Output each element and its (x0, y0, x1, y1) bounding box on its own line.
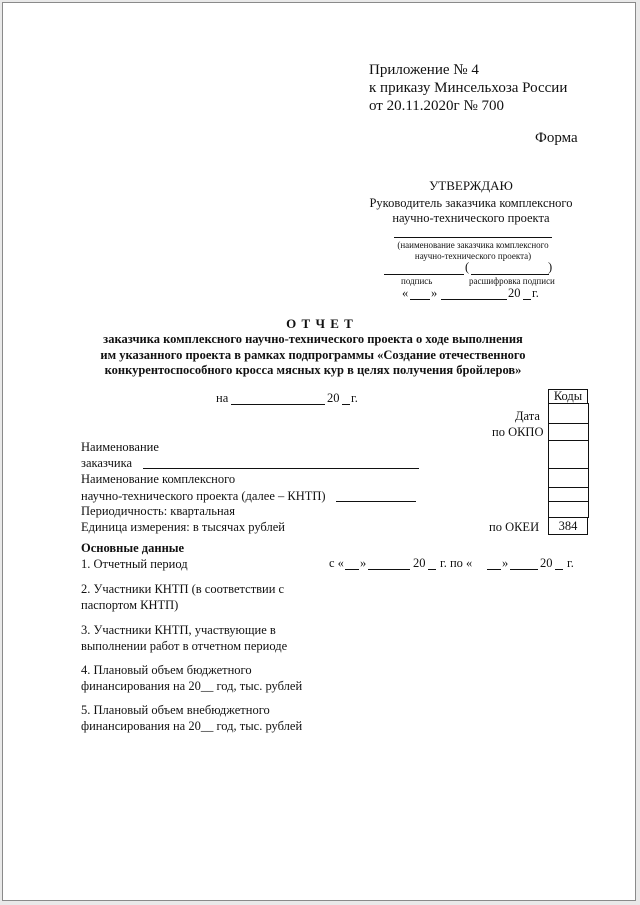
period-mid: г. по « (440, 556, 473, 570)
report-on-suffix: г. (351, 391, 358, 405)
report-subtitle-1: заказчика комплексного научно-технического проекта о ходе выполнения (103, 332, 523, 346)
period-to-close: » (502, 556, 509, 570)
report-year-line (342, 404, 350, 405)
item-extrabudget-l1: 5. Плановый объем внебюджетного (81, 703, 270, 717)
item-budget-l1: 4. Плановый объем бюджетного (81, 663, 252, 677)
period-suffix: г. (567, 556, 574, 570)
approve-year-line (523, 299, 531, 300)
customer-name-caption-2: научно-технического проекта) (414, 251, 532, 261)
report-date-line (231, 404, 325, 405)
decode-line (471, 274, 549, 275)
customer-name-caption-1: (наименование заказчика комплексного (397, 240, 549, 250)
period-from-prefix: с « (329, 556, 344, 570)
paren-close: ) (548, 260, 553, 274)
customer-name-field (143, 468, 419, 469)
okei-code-cell (548, 517, 588, 535)
codes-header: Коды (553, 389, 583, 403)
date-label: Дата (515, 409, 540, 423)
periodicity: Периодичность: квартальная (81, 504, 235, 518)
item-budget-l2: финансирования на 20__ год, тыс. рублей (81, 679, 303, 693)
approve-role-line1: Руководитель заказчика комплексного (369, 196, 573, 210)
report-subtitle-2: им указанного проекта в рамках подпрограммы «Создание отечественного (100, 348, 526, 362)
signature-caption: подпись (401, 276, 433, 286)
period-year-1: 20 (413, 556, 426, 570)
report-on-prefix: на (216, 391, 229, 405)
approve-day-line (410, 299, 430, 300)
report-on-year: 20 (327, 391, 340, 405)
period-from-day-line (345, 569, 359, 570)
okpo-label: по ОКПО (492, 425, 544, 439)
approve-title: УТВЕРЖДАЮ (429, 178, 513, 193)
project-label-2: научно-технического проекта (далее – КНТП) (81, 489, 326, 503)
period-from-close: » (360, 556, 367, 570)
signature-line (384, 274, 464, 275)
code-cell-divider (548, 487, 588, 488)
period-to-day-line (487, 569, 501, 570)
unit-of-measure: Единица измерения: в тысячах рублей (81, 520, 285, 534)
approve-date-close: » (431, 286, 438, 300)
period-to-month-line (510, 569, 538, 570)
document-page (2, 2, 636, 901)
approve-date-suffix: г. (532, 286, 539, 300)
main-data-heading: Основные данные (81, 541, 185, 555)
item-participants-l2: паспортом КНТП) (81, 598, 179, 612)
report-subtitle-3: конкурентоспособного кросса мясных кур в целях получения бройлеров» (104, 363, 522, 377)
item-extrabudget-l2: финансирования на 20__ год, тыс. рублей (81, 719, 303, 733)
okei-label: по ОКЕИ (489, 520, 540, 534)
period-from-month-line (368, 569, 410, 570)
period-year-2: 20 (540, 556, 553, 570)
codes-header-cell (548, 389, 588, 404)
code-cell-divider (548, 501, 588, 502)
project-label-1: Наименование комплексного (81, 472, 236, 486)
order-date: от 20.11.2020г № 700 (369, 98, 505, 114)
appendix-title: Приложение № 4 (369, 62, 479, 78)
approve-role-line2: научно-технического проекта (392, 211, 550, 225)
approve-date-open: « (402, 286, 409, 300)
project-name-field (336, 501, 416, 502)
okei-code-value: 384 (558, 519, 578, 533)
order-reference: к приказу Минсельхоза России (369, 80, 568, 96)
customer-name-line (394, 237, 552, 238)
approve-date-year: 20 (508, 286, 521, 300)
decode-caption: расшифровка подписи (469, 276, 555, 286)
paren-open: ( (465, 260, 470, 274)
item-active-participants-l1: 3. Участники КНТП, участвующие в (81, 623, 276, 637)
code-cell-divider (548, 468, 588, 469)
customer-label-2: заказчика (81, 456, 133, 470)
item-participants-l1: 2. Участники КНТП (в соответствии с (81, 582, 285, 596)
period-year2-line (555, 569, 563, 570)
customer-label-1: Наименование (81, 440, 159, 454)
code-cell-divider (548, 423, 588, 424)
report-title: О Т Ч Е Т (286, 316, 354, 331)
item-reporting-period: 1. Отчетный период (81, 557, 188, 571)
period-year1-line (428, 569, 436, 570)
code-cell-divider (548, 440, 588, 441)
form-label: Форма (535, 130, 578, 146)
item-active-participants-l2: выполнении работ в отчетном периоде (81, 639, 288, 653)
approve-month-line (441, 299, 507, 300)
